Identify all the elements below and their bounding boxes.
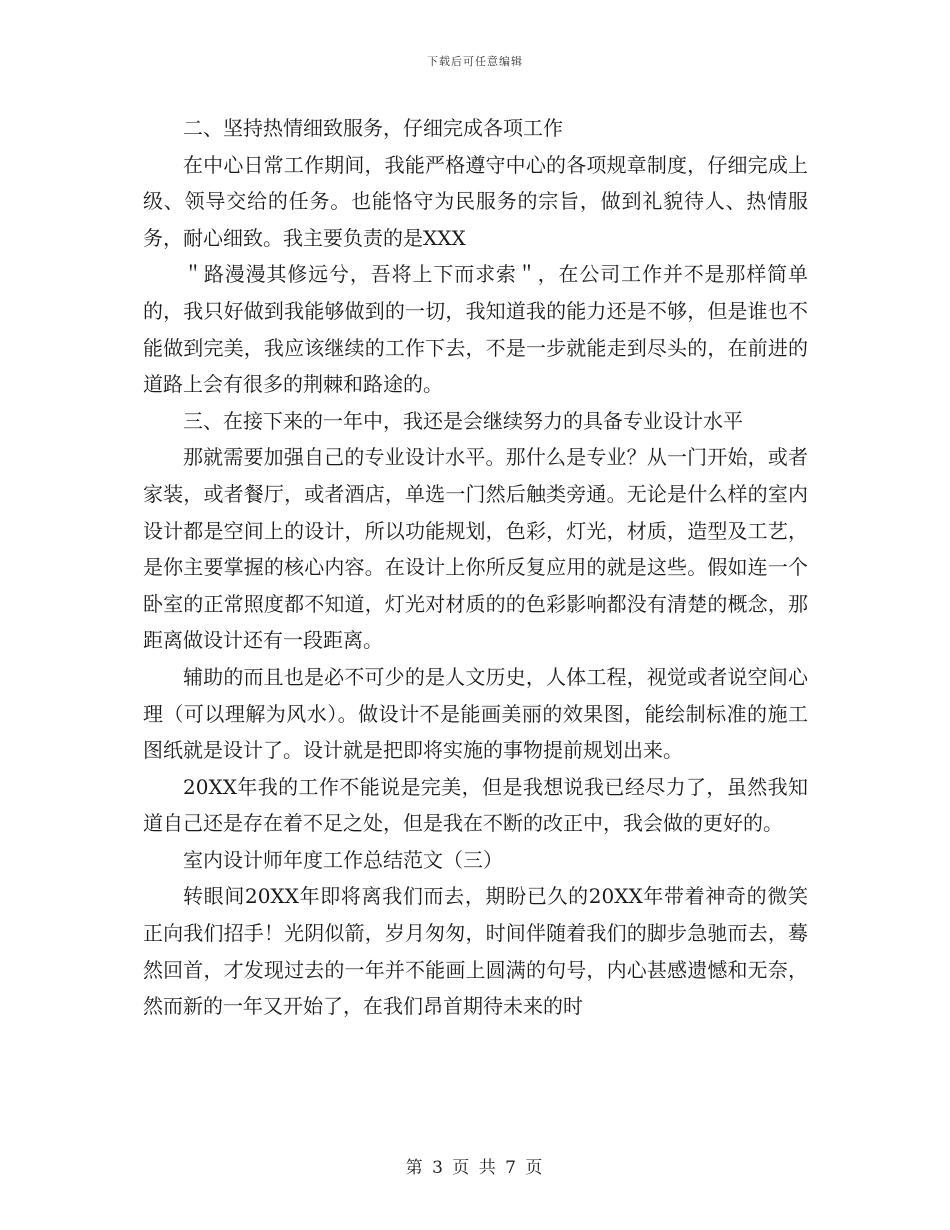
- document-body: [143, 110, 808, 1025]
- body-paragraph: 在中心日常工作期间，我能严格遵守中心的各项规章制度，仔细完成上级、领导交给的任务。也能恪守为民服务的宗旨，做到礼貌待人、热情服务，耐心细致。我主要负责的是XXX: [143, 152, 808, 250]
- body-paragraph: 20XX年我的工作不能说是完美，但是我想说我已经尽力了，虽然我知道自己还是存在着不足之处，但是我在不断的改正中，我会做的更好的。: [143, 774, 808, 836]
- section-heading: 三、在接下来的一年中，我还是会继续努力的具备专业设计水平: [183, 408, 743, 433]
- body-paragraph: 辅助的而且也是必不可少的是人文历史，人体工程，视觉或者说空间心理（可以理解为风水）。做设计不是能画美丽的效果图，能绘制标准的施工图纸就是设计了。设计就是把即将实施的事物提前规划出来。: [143, 664, 808, 763]
- body-paragraph: ＂路漫漫其修远兮，吾将上下而求索＂，在公司工作并不是那样简单的，我只好做到我能够做到的一切，我知道我的能力还是不够，但是谁也不能做到完美，我应该继续的工作下去，不是一步就能走到尽头的，在前进的道路上会有很多的荆棘和路途的。: [143, 262, 808, 397]
- page-header: 下载后可任意编辑: [427, 55, 523, 68]
- page-number: 第 3 页 共 7 页: [405, 1158, 545, 1178]
- body-paragraph: 转眼间20XX年即将离我们而去，期盼已久的20XX年带着神奇的微笑正向我们招手！光阴似箭，岁月匆匆，时间伴随着我们的脚步急驰而去，蓦然回首，才发现过去的一年并不能画上圆满的句号，内心甚感遗憾和无奈，然而新的一年又开始了，在我们昂首期待未来的时: [143, 884, 808, 1019]
- body-paragraph: 那就需要加强自己的专业设计水平。那什么是专业？从一门开始，或者家装，或者餐厅，或者酒店，单选一门然后触类旁通。无论是什么样的室内设计都是空间上的设计，所以功能规划，色彩，灯光，材质，造型及工艺，是你主要掌握的核心内容。在设计上你所反复应用的就是这些。假如连一个卧室的正常照度都不知道，灯光对材质的的色彩影响都没有清楚的概念，那距离做设计还有一段距离。: [143, 445, 808, 653]
- article-title: 室内设计师年度工作总结范文（三）: [183, 847, 503, 872]
- section-heading: 二、坚持热情细致服务，仔细完成各项工作: [183, 116, 563, 140]
